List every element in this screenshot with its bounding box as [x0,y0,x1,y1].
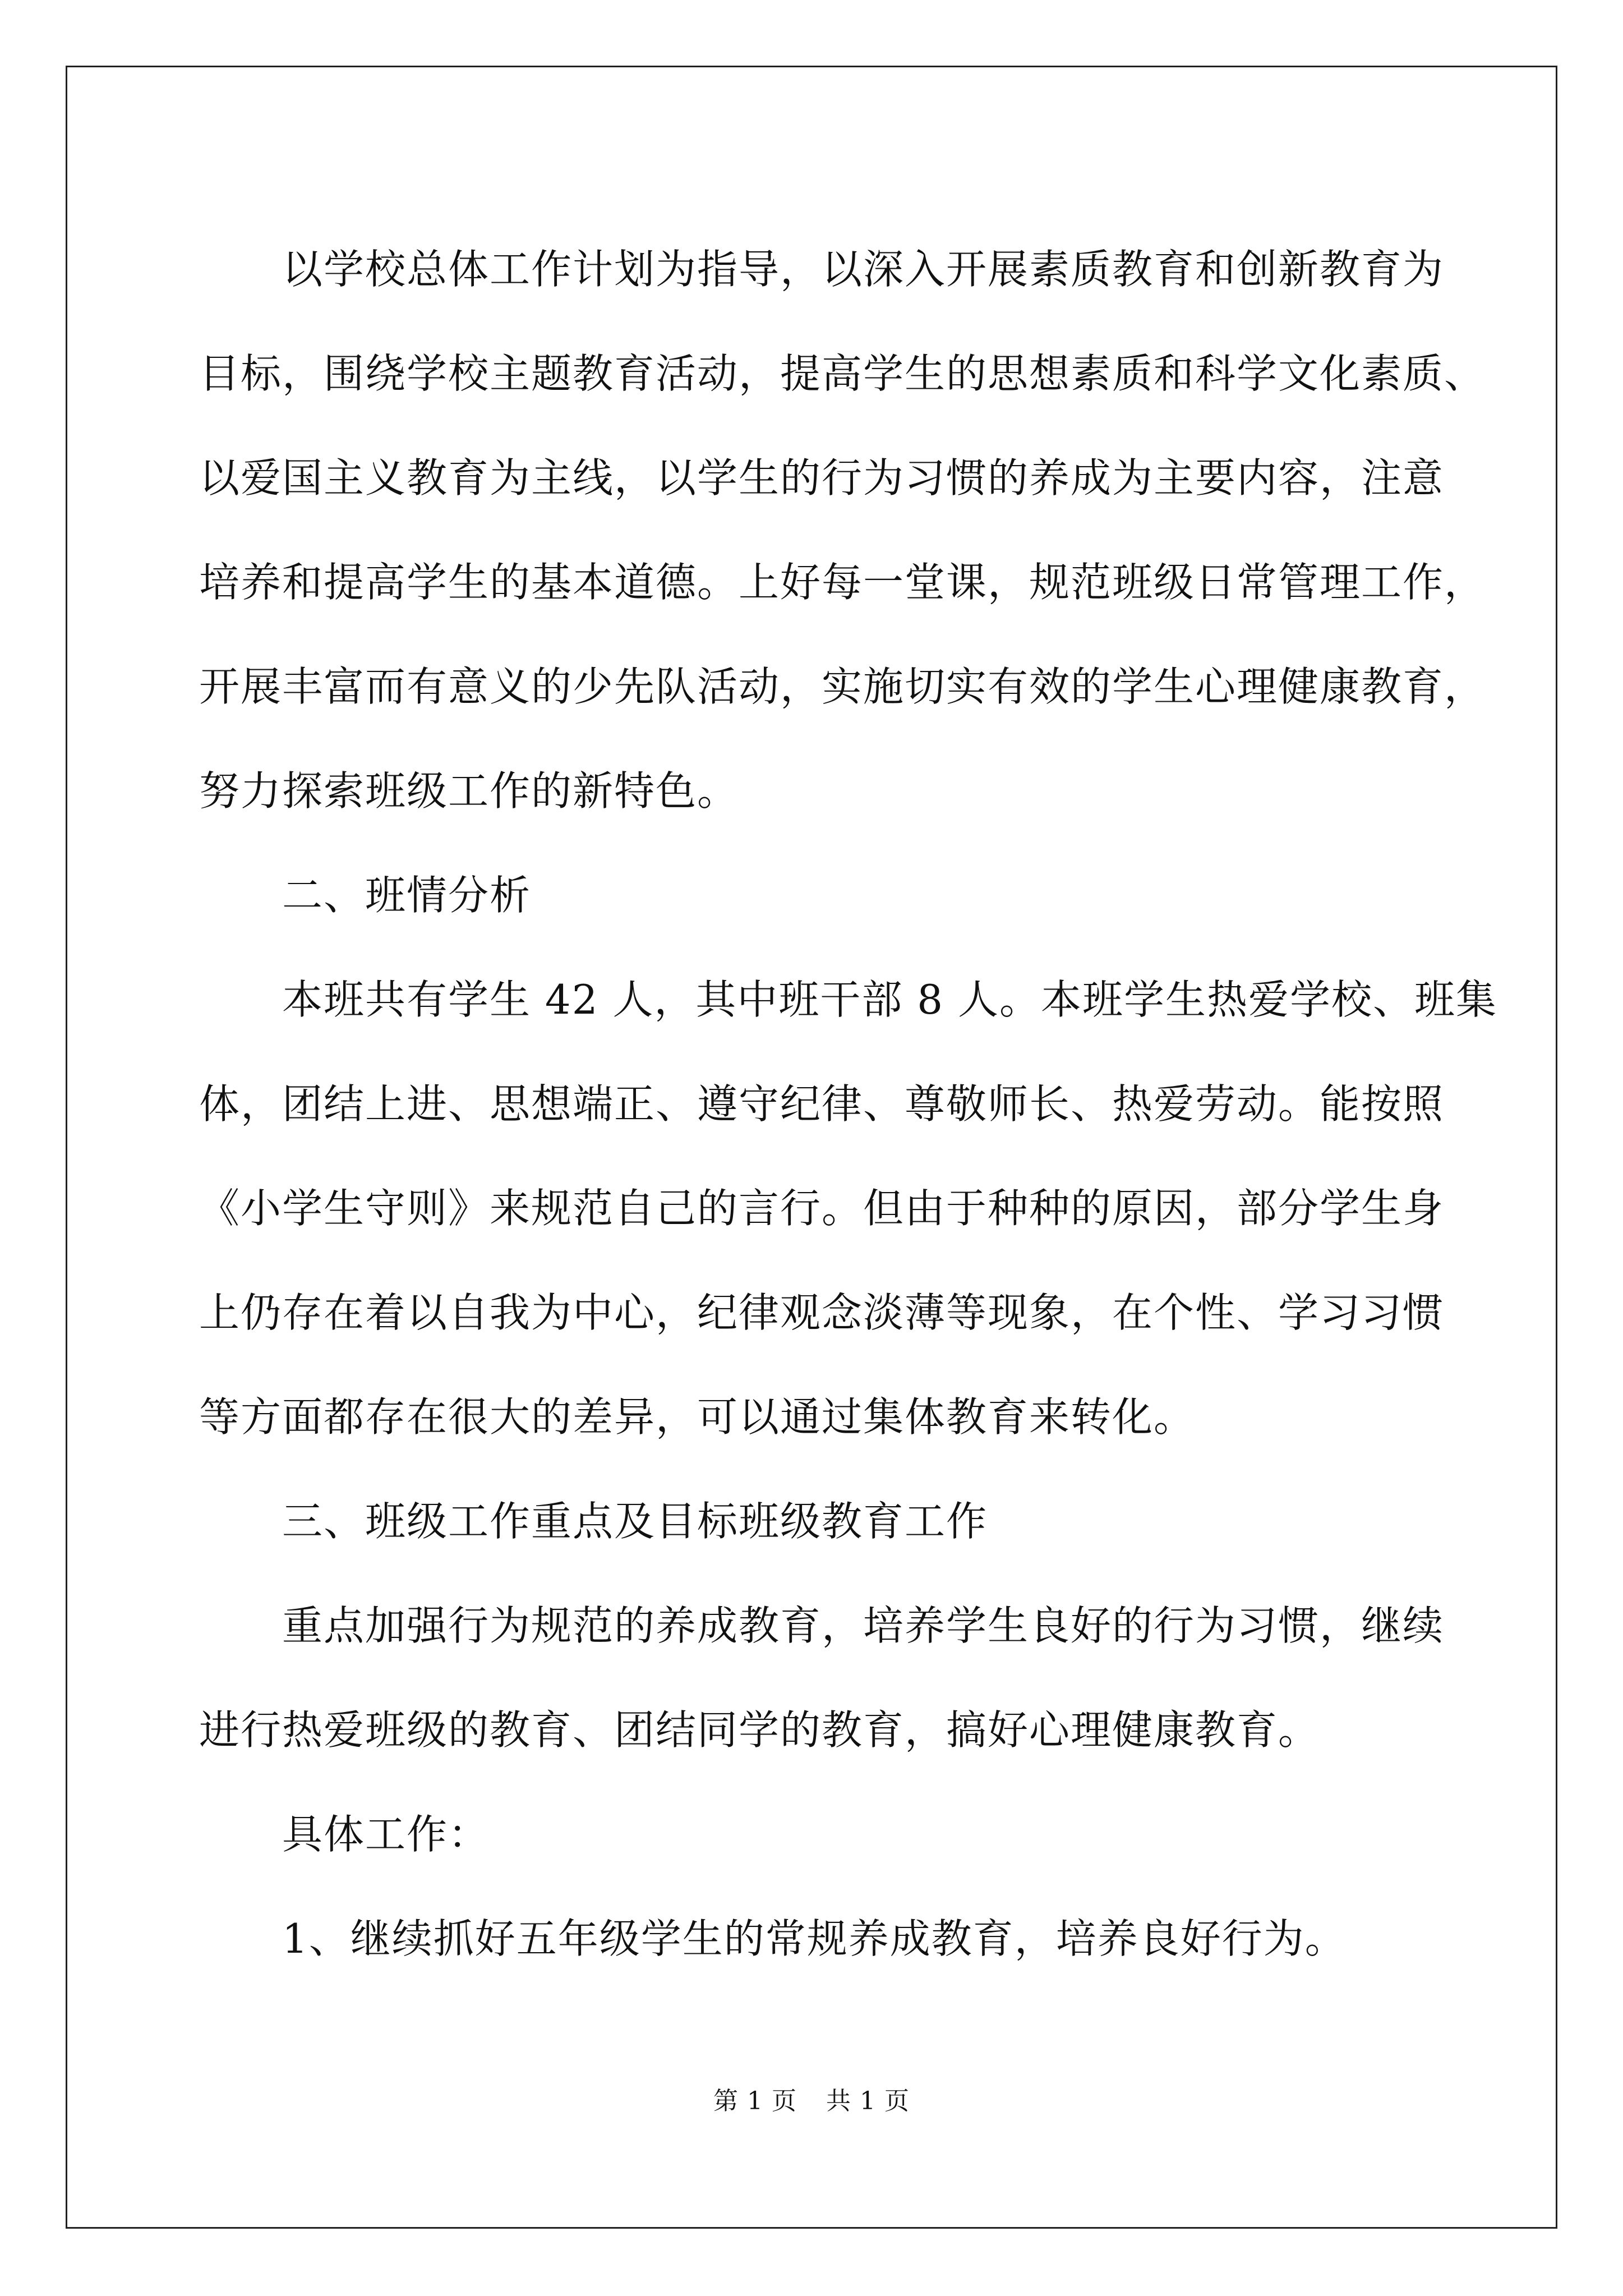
text-line: 以学校总体工作计划为指导，以深入开展素质教育和创新教育为 [282,246,1445,293]
document-body [199,217,1497,1991]
text-line: 培养和提高学生的基本道德。上好每一堂课，规范班级日常管理工作， [199,559,1486,606]
text-line: 努力探索班级工作的新特色。 [199,767,739,815]
section-heading: 三、班级工作重点及目标班级教育工作 [282,1498,988,1545]
page-footer [0,2085,1623,2118]
text-line: 进行热爱班级的教育、团结同学的教育，搞好心理健康教育。 [199,1706,1320,1754]
text-line: 具体工作： [282,1811,490,1858]
text-line: 开展丰富而有意义的少先队活动，实施切实有效的学生心理健康教育， [199,663,1486,710]
text-line: 本班共有学生 42 人，其中班干部 8 人。本班学生热爱学校、班集 [282,976,1497,1023]
text-line: 重点加强行为规范的养成教育，培养学生良好的行为习惯，继续 [282,1602,1445,1649]
text-line: 等方面都存在很大的差异，可以通过集体教育来转化。 [199,1393,1196,1441]
text-line: 体，团结上进、思想端正、遵守纪律、尊敬师长、热爱劳动。能按照 [199,1080,1445,1128]
section-heading: 二、班情分析 [282,872,532,919]
text-line: 《小学生守则》来规范自己的言行。但由于种种的原因，部分学生身 [199,1185,1445,1232]
page-number-current: 第 1 页 [713,2087,797,2115]
text-line: 上仍存在着以自我为中心，纪律观念淡薄等现象，在个性、学习习惯 [199,1289,1445,1336]
list-item: 1、继续抓好五年级学生的常规养成教育，培养良好行为。 [282,1915,1347,1962]
text-line: 目标，围绕学校主题教育活动，提高学生的思想素质和科学文化素质、 [199,350,1486,397]
text-line: 以爱国主义教育为主线，以学生的行为习惯的养成为主要内容，注意 [199,454,1445,501]
page-number-total: 共 1 页 [826,2087,910,2115]
